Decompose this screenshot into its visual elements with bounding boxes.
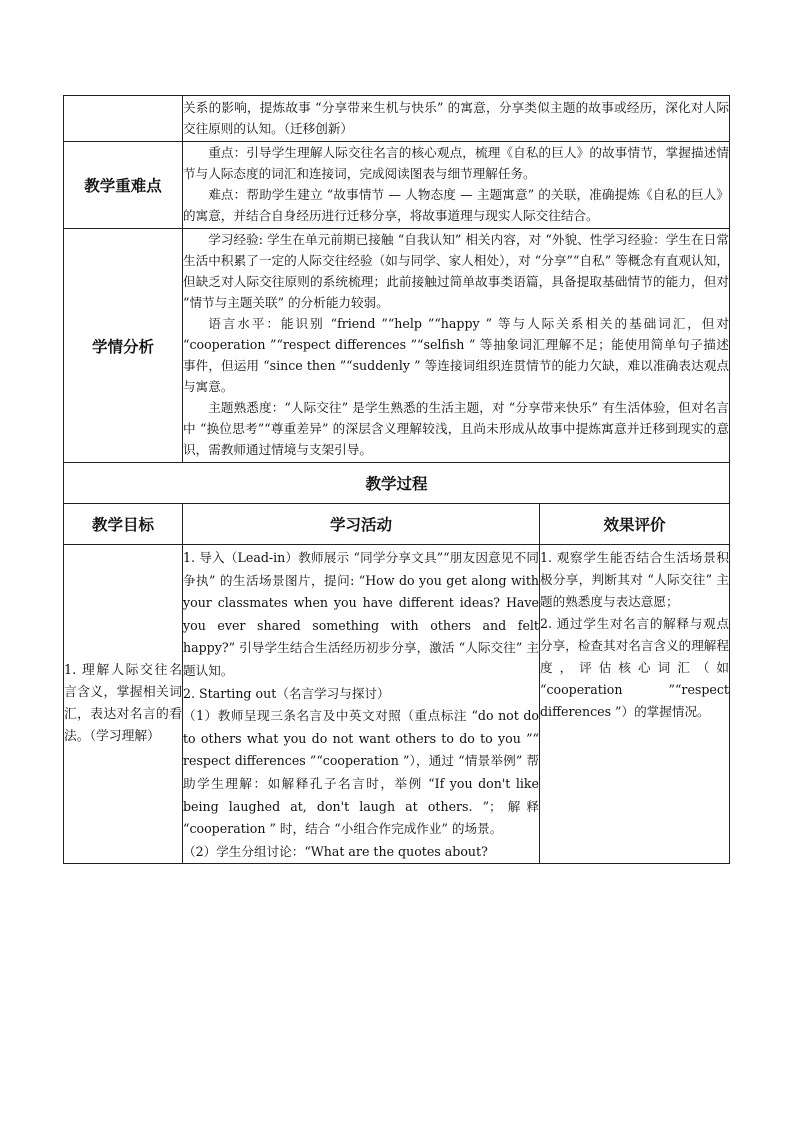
activity-header: 学习活动 [183,504,540,545]
step-1-text: （1）教师呈现三条名言及中英文对照（重点标注 “do not do to others what you do not want others to do to you ”“ respect differences ”“cooperation ”），通过 “情景举例” 帮助学生理解：如解释孔子名言时，举例 “If you don't like being laughed at, don't laugh at others. ”；解释 “cooperation ” 时，结合 “小组合作完成作业” 的场景。 [183,708,539,837]
analysis-label: 学情分析 [64,229,183,463]
empty-label-cell [64,96,183,142]
activity-cell [183,545,540,864]
familiarity-text: 主题熟悉度：“人际交往” 是学生熟悉的生活主题，对 “分享带来快乐” 有生活体验，但对名言中 “换位思考”“尊重差异” 的深层含义理解较浅，且尚未形成从故事中提炼寓意并迁移到现实的意识，需教师通过情境与支架引导。 [183,400,729,457]
process-title-row [64,463,730,504]
step-2-text: （2）学生分组讨论：“What are the quotes about? [183,843,488,859]
lead-in-text: 1. 导入（Lead-in）教师展示 “同学分享文具”“朋友因意见不同争执” 的生活场景图片，提问: “How do you get along with your classmates when you have different ideas? Have you ever shared something with others and felt happy?” 引导学生结合生活经历初步分享，激活 “人际交往” 主题认知。 [183,550,539,678]
evaluation-header: 效果评价 [540,504,730,545]
experience-text: 学习经验: 学生在单元前期已接触 “自我认知” 相关内容，对 “外貌、性学习经验：学生在日常生活中积累了一定的人际交往经验（如与同学、家人相处），对 “分享”“自私” 等概念有直观认知，但缺乏对人际交往原则的系统梳理；此前接触过简单故事类语篇，具备提取基础情节的能力，但对 “情节与主题关联” 的分析能力较弱。 [183,232,729,310]
analysis-cell [183,229,730,463]
language-text: 语言水平：能识别 “friend ”“help ”“happy ” 等与人际关系相关的基础词汇，但对 “cooperation ”“respect differences ”“selfish ” 等抽象词汇理解不足；能使用简单句子描述事件，但运用 “since then ”“suddenly ” 等连接词组织连贯情节的能力欠缺，难以准确表达观点与寓意。 [183,316,729,394]
starting-out-text: 2. Starting out（名言学习与探讨） [183,685,390,701]
goal-text: 1. 理解人际交往名言含义，掌握相关词汇，表达对名言的看法。（学习理解） [64,663,182,745]
continuation-cell [183,96,730,142]
key-point-text: 重点：引导学生理解人际交往名言的核心观点，梳理《自私的巨人》的故事情节，掌握描述情节与人际态度的词汇和连接词，完成阅读图表与细节理解任务。 [183,145,729,181]
content-row-1 [64,545,730,864]
key-difficult-label: 教学重难点 [64,142,183,229]
evaluation-cell [540,545,730,864]
evaluation-item-2: 2. 通过学生对名言的解释与观点分享，检查其对名言含义的理解程度，评估核心词汇（如 “cooperation ”“respect differences ”）的掌握情况。 [540,616,729,719]
lesson-plan-table [63,95,730,864]
evaluation-item-1: 1. 观察学生能否结合生活场景积极分享，判断其对 “人际交往” 主题的熟悉度与表达意愿； [540,550,729,609]
goal-cell [64,545,183,864]
key-difficult-cell [183,142,730,229]
header-row [64,504,730,545]
process-title: 教学过程 [64,463,730,504]
key-difficult-row [64,142,730,229]
goal-header: 教学目标 [64,504,183,545]
continuation-row [64,96,730,142]
difficult-point-text: 难点：帮助学生建立 “故事情节 — 人物态度 — 主题寓意” 的关联，准确提炼《自私的巨人》的寓意，并结合自身经历进行迁移分享，将故事道理与现实人际交往结合。 [183,187,729,223]
continuation-text: 关系的影响，提炼故事 “分享带来生机与快乐” 的寓意，分享类似主题的故事或经历，深化对人际交往原则的认知。（迁移创新） [183,100,729,136]
analysis-row [64,229,730,463]
